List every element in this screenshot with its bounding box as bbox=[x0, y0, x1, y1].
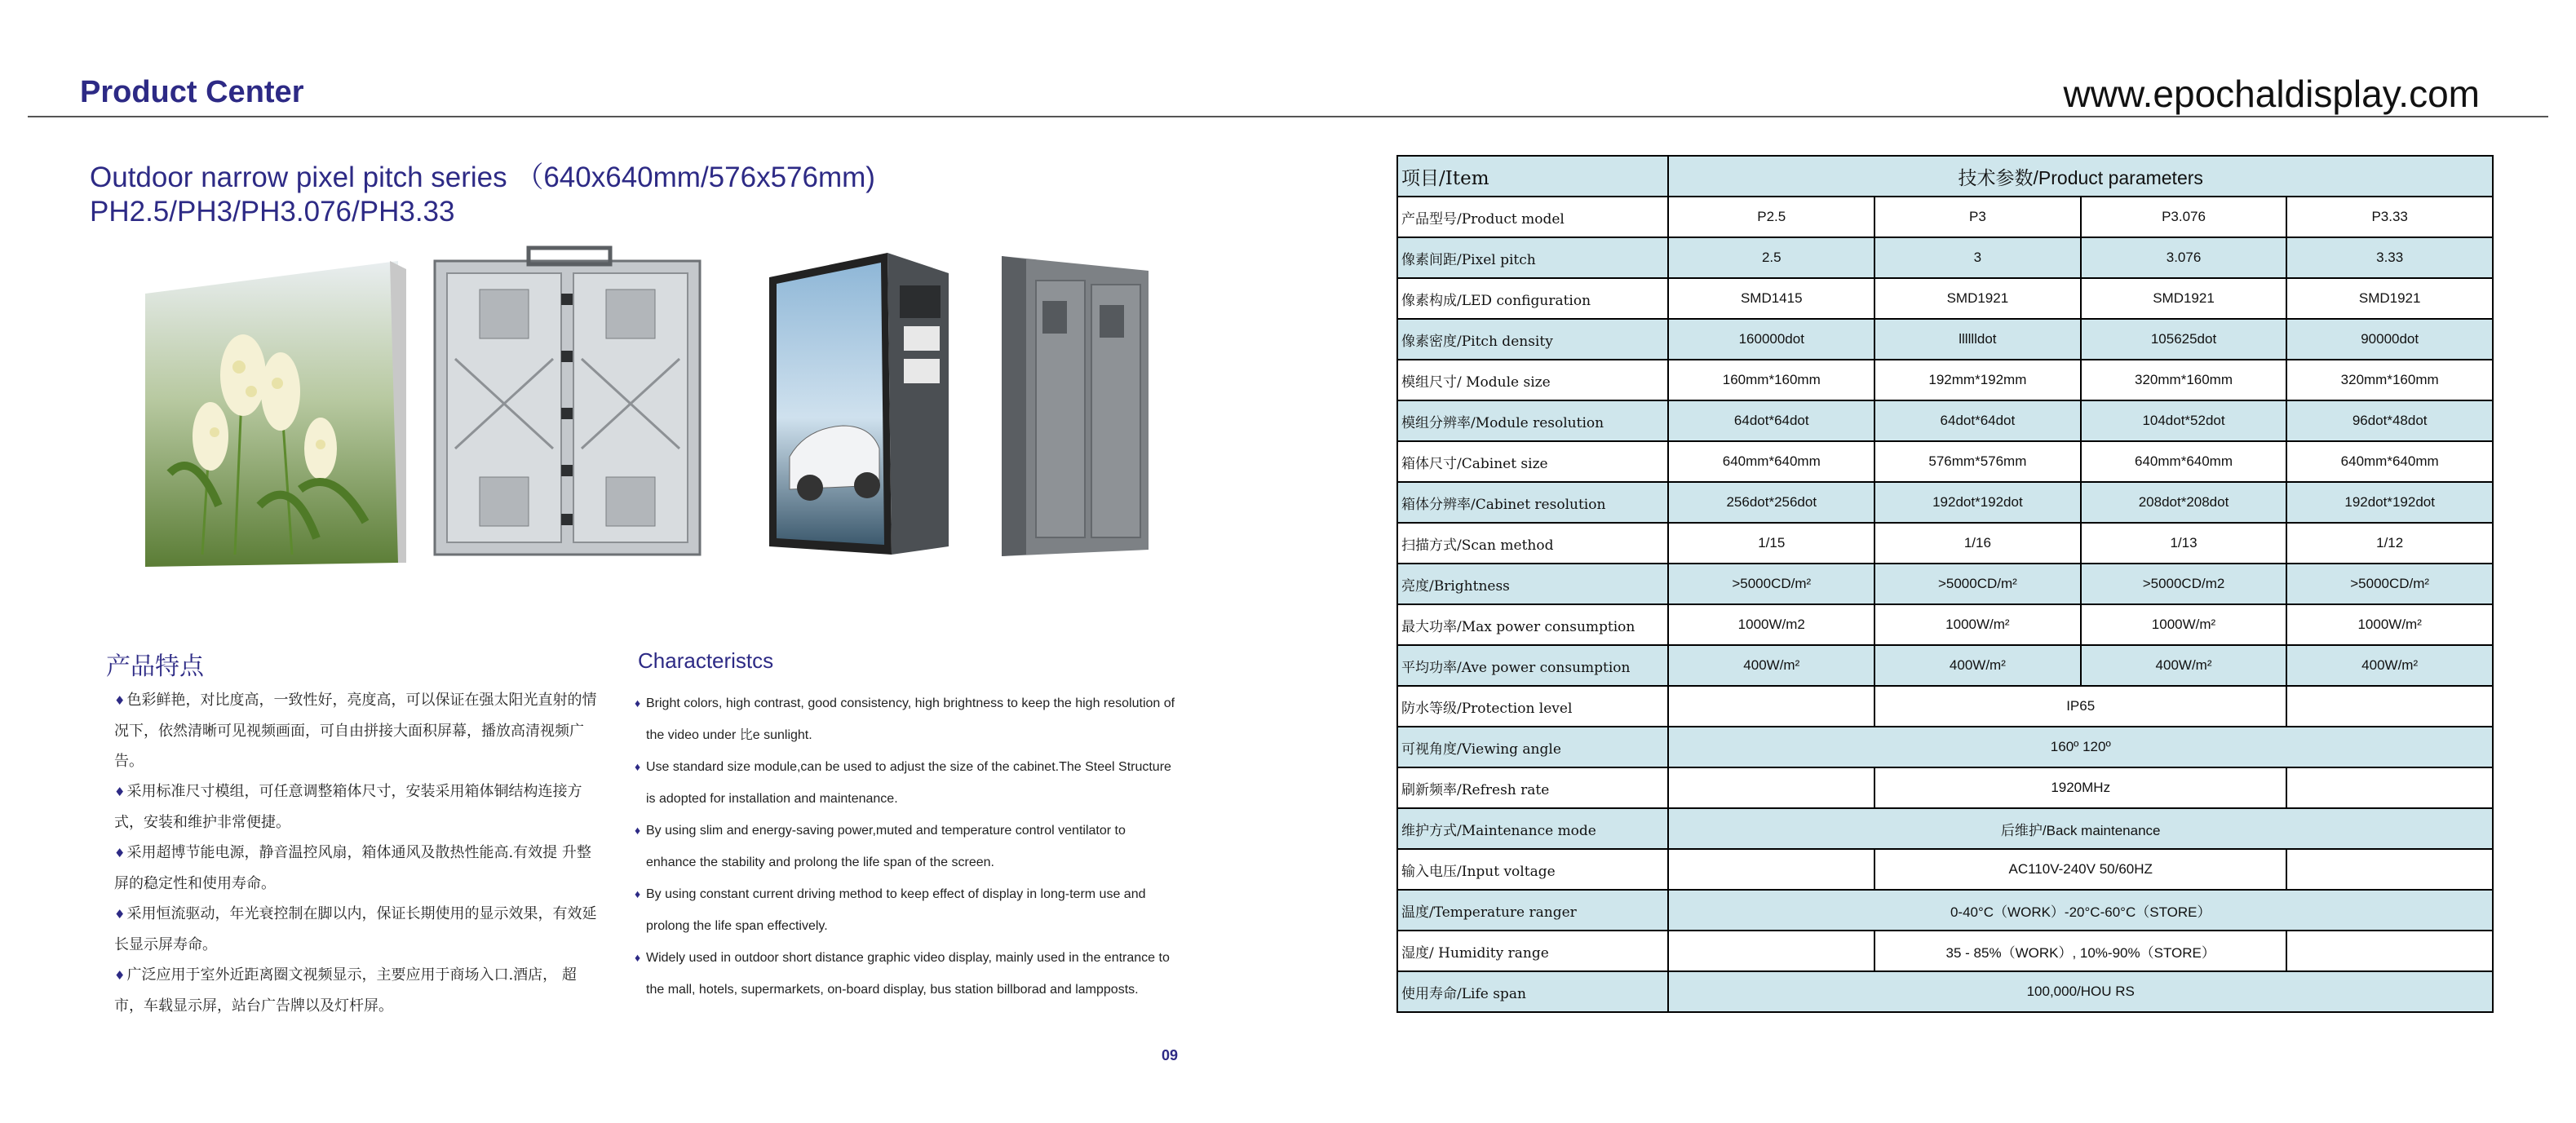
feature-cn-text: 采用超博节能电源，静音温控风扇，箱体通风及散热性能高.有效提 升整屏的稳定性和使用寿命。 bbox=[114, 844, 591, 892]
spec-label: 输入电压/Input voltage bbox=[1397, 849, 1668, 890]
empty-cell bbox=[1668, 849, 1874, 890]
table-row bbox=[1397, 808, 2493, 849]
features-cn-list bbox=[106, 685, 604, 1021]
table-row bbox=[1397, 890, 2493, 931]
feature-cn-text: 广泛应用于室外近距离圈文视频显示，主要应用于商场入口.酒店， 超市，车载显示屏，站台广告牌以及灯杆屏。 bbox=[114, 966, 577, 1015]
diamond-bullet-icon: ♦ bbox=[114, 968, 126, 983]
spec-value: P3.076 bbox=[2081, 197, 2287, 237]
diamond-bullet-icon: ♦ bbox=[114, 785, 126, 799]
list-item bbox=[635, 815, 1176, 878]
spec-value: 576mm*576mm bbox=[1874, 441, 2081, 482]
spec-label: 箱体尺寸/Cabinet size bbox=[1397, 441, 1668, 482]
spec-value: >5000CD/m² bbox=[1874, 564, 2081, 604]
spec-value: 1000W/m2 bbox=[1668, 604, 1874, 645]
list-item bbox=[106, 960, 604, 1021]
spec-value: 256dot*256dot bbox=[1668, 482, 1874, 523]
spec-value: 96dot*48dot bbox=[2286, 400, 2493, 441]
table-row bbox=[1397, 278, 2493, 319]
table-row bbox=[1397, 237, 2493, 278]
diamond-bullet-icon: ♦ bbox=[114, 846, 126, 860]
spec-label: 模组尺寸/ Module size bbox=[1397, 360, 1668, 400]
list-item bbox=[635, 942, 1176, 1006]
features-en-list bbox=[635, 688, 1176, 1006]
product-photos bbox=[137, 245, 1157, 571]
spec-value: >5000CD/m2 bbox=[2081, 564, 2287, 604]
spec-label: 可视角度/Viewing angle bbox=[1397, 727, 1668, 767]
spec-value: 320mm*160mm bbox=[2286, 360, 2493, 400]
spec-value: 1/13 bbox=[2081, 523, 2287, 564]
series-title: Outdoor narrow pixel pitch series （640x640mm/576x576mm) bbox=[90, 161, 875, 193]
spec-label: 温度/Temperature ranger bbox=[1397, 890, 1668, 931]
website-url[interactable]: www.epochaldisplay.com bbox=[2063, 73, 2480, 115]
header-params: 技术参数/Product parameters bbox=[1668, 156, 2493, 197]
page-title: Product Center bbox=[80, 75, 304, 109]
list-item bbox=[106, 838, 604, 899]
spec-value: SMD1415 bbox=[1668, 278, 1874, 319]
spec-value: P2.5 bbox=[1668, 197, 1874, 237]
spec-value: 192mm*192mm bbox=[1874, 360, 2081, 400]
table-row bbox=[1397, 686, 2493, 727]
table-row bbox=[1397, 523, 2493, 564]
header-divider bbox=[28, 116, 2548, 117]
spec-value: 400W/m² bbox=[2081, 645, 2287, 686]
diamond-bullet-icon: ♦ bbox=[635, 760, 641, 773]
spec-label: 使用寿命/Life span bbox=[1397, 971, 1668, 1012]
diamond-bullet-icon: ♦ bbox=[114, 907, 126, 922]
feature-cn-text: 色彩鲜艳，对比度高，一致性好，亮度高，可以保证在强太阳光直射的情况下，依然清晰可见视频画面，可自由拼接大面积屏幕，播放高清视频广告。 bbox=[114, 692, 597, 770]
diamond-bullet-icon: ♦ bbox=[635, 824, 641, 837]
spec-value: 1/16 bbox=[1874, 523, 2081, 564]
feature-en-text: By using slim and energy-saving power,muted and temperature control ventilator to enhance the stability and prolong the life span of the screen. bbox=[646, 824, 1126, 869]
empty-cell bbox=[2286, 686, 2493, 727]
feature-cn-text: 采用恒流驱动，年光衰控制在脚以内，保证长期使用的显示效果，有效延长显示屏寿命。 bbox=[114, 905, 597, 953]
spec-value: 1/12 bbox=[2286, 523, 2493, 564]
spec-value: 64dot*64dot bbox=[1874, 400, 2081, 441]
spec-label: 维护方式/Maintenance mode bbox=[1397, 808, 1668, 849]
table-row bbox=[1397, 931, 2493, 971]
spec-value: 0-40°C（WORK）-20°C-60°C（STORE） bbox=[1668, 890, 2493, 931]
page-number: 09 bbox=[1162, 1047, 1179, 1063]
table-row bbox=[1397, 197, 2493, 237]
spec-value: 640mm*640mm bbox=[2081, 441, 2287, 482]
empty-cell bbox=[1668, 931, 1874, 971]
spec-label: 湿度/ Humidity range bbox=[1397, 931, 1668, 971]
spec-value: AC110V-240V 50/60HZ bbox=[1874, 849, 2286, 890]
empty-cell bbox=[2286, 849, 2493, 890]
spec-value: 1/15 bbox=[1668, 523, 1874, 564]
spec-value: 2.5 bbox=[1668, 237, 1874, 278]
spec-value: 64dot*64dot bbox=[1668, 400, 1874, 441]
spec-value: lllllldot bbox=[1874, 319, 2081, 360]
list-item bbox=[106, 776, 604, 838]
list-item bbox=[635, 751, 1176, 815]
features-en-heading: Characteristcs bbox=[638, 648, 774, 673]
spec-value: 640mm*640mm bbox=[2286, 441, 2493, 482]
spec-value: 3.33 bbox=[2286, 237, 2493, 278]
spec-value: 1000W/m² bbox=[1874, 604, 2081, 645]
table-row bbox=[1397, 482, 2493, 523]
spec-value: 35 - 85%（WORK）, 10%-90%（STORE） bbox=[1874, 931, 2286, 971]
spec-value: 100,000/HOU RS bbox=[1668, 971, 2493, 1012]
table-row bbox=[1397, 360, 2493, 400]
spec-value: 400W/m² bbox=[2286, 645, 2493, 686]
spec-value: 400W/m² bbox=[1668, 645, 1874, 686]
table-row bbox=[1397, 849, 2493, 890]
table-row bbox=[1397, 604, 2493, 645]
spec-value: 3.076 bbox=[2081, 237, 2287, 278]
spec-value: 160mm*160mm bbox=[1668, 360, 1874, 400]
spec-label: 扫描方式/Scan method bbox=[1397, 523, 1668, 564]
spec-label: 防水等级/Protection level bbox=[1397, 686, 1668, 727]
spec-label: 亮度/Brightness bbox=[1397, 564, 1668, 604]
spec-label: 箱体分辨率/Cabinet resolution bbox=[1397, 482, 1668, 523]
spec-label: 像素间距/Pixel pitch bbox=[1397, 237, 1668, 278]
spec-value: 160º 120º bbox=[1668, 727, 2493, 767]
spec-label: 最大功率/Max power consumption bbox=[1397, 604, 1668, 645]
table-header-row bbox=[1397, 156, 2493, 197]
table-row bbox=[1397, 441, 2493, 482]
list-item bbox=[106, 899, 604, 960]
features-cn-heading: 产品特点 bbox=[106, 652, 204, 681]
spec-label: 模组分辨率/Module resolution bbox=[1397, 400, 1668, 441]
empty-cell bbox=[2286, 767, 2493, 808]
spec-label: 产品型号/Product model bbox=[1397, 197, 1668, 237]
spec-label: 像素构成/LED configuration bbox=[1397, 278, 1668, 319]
list-item bbox=[635, 688, 1176, 751]
table-row bbox=[1397, 767, 2493, 808]
specs-table bbox=[1396, 155, 2494, 1013]
spec-value: >5000CD/m² bbox=[2286, 564, 2493, 604]
table-row bbox=[1397, 400, 2493, 441]
list-item bbox=[106, 685, 604, 776]
spec-label: 刷新频率/Refresh rate bbox=[1397, 767, 1668, 808]
cabinet-rear-photo bbox=[994, 256, 1153, 558]
empty-cell bbox=[2286, 931, 2493, 971]
spec-value: 160000dot bbox=[1668, 319, 1874, 360]
feature-en-text: Use standard size module,can be used to adjust the size of the cabinet.The Steel Structure is adopted for installation and maintenance. bbox=[646, 760, 1171, 806]
spec-value: IP65 bbox=[1874, 686, 2286, 727]
table-row bbox=[1397, 645, 2493, 686]
spec-label: 像素密度/Pitch density bbox=[1397, 319, 1668, 360]
cabinet-screen-photo bbox=[765, 253, 953, 559]
spec-value: 320mm*160mm bbox=[2081, 360, 2287, 400]
table-row bbox=[1397, 564, 2493, 604]
spec-value: 90000dot bbox=[2286, 319, 2493, 360]
spec-value: 1000W/m² bbox=[2286, 604, 2493, 645]
diamond-bullet-icon: ♦ bbox=[635, 951, 641, 964]
diamond-bullet-icon: ♦ bbox=[114, 693, 126, 708]
table-row bbox=[1397, 971, 2493, 1012]
feature-en-text: By using constant current driving method to keep effect of display in long-term use and prolong the life span effectively. bbox=[646, 887, 1146, 933]
feature-en-text: Widely used in outdoor short distance graphic video display, mainly used in the entrance to the mall, hotels, supermarkets, on-board display, bus station billborad and lampposts. bbox=[646, 951, 1170, 997]
spec-value: SMD1921 bbox=[1874, 278, 2081, 319]
diamond-bullet-icon: ♦ bbox=[635, 887, 641, 900]
empty-cell bbox=[1668, 767, 1874, 808]
spec-value: P3 bbox=[1874, 197, 2081, 237]
spec-value: 1000W/m² bbox=[2081, 604, 2287, 645]
empty-cell bbox=[1668, 686, 1874, 727]
spec-value: 208dot*208dot bbox=[2081, 482, 2287, 523]
spec-value: 后维护/Back maintenance bbox=[1668, 808, 2493, 849]
spec-value: SMD1921 bbox=[2081, 278, 2287, 319]
spec-label: 平均功率/Ave power consumption bbox=[1397, 645, 1668, 686]
spec-value: 105625dot bbox=[2081, 319, 2287, 360]
list-item bbox=[635, 878, 1176, 942]
diamond-bullet-icon: ♦ bbox=[635, 696, 641, 710]
feature-cn-text: 采用标准尺寸模组，可任意调整箱体尺寸，安装采用箱体铜结构连接方式，安装和维护非常便捷。 bbox=[114, 783, 582, 831]
flower-display-photo bbox=[137, 261, 406, 567]
table-row bbox=[1397, 319, 2493, 360]
spec-value: 1920MHz bbox=[1874, 767, 2286, 808]
spec-value: P3.33 bbox=[2286, 197, 2493, 237]
header-item: 项目/Item bbox=[1397, 156, 1668, 197]
spec-value: 400W/m² bbox=[1874, 645, 2081, 686]
table-row bbox=[1397, 727, 2493, 767]
spec-value: 104dot*52dot bbox=[2081, 400, 2287, 441]
feature-en-text: Bright colors, high contrast, good consistency, high brightness to keep the high resolution of the video under 比e sunlight. bbox=[646, 696, 1175, 742]
spec-value: 192dot*192dot bbox=[1874, 482, 2081, 523]
spec-value: >5000CD/m² bbox=[1668, 564, 1874, 604]
spec-value: 192dot*192dot bbox=[2286, 482, 2493, 523]
spec-value: 3 bbox=[1874, 237, 2081, 278]
spec-value: 640mm*640mm bbox=[1668, 441, 1874, 482]
cabinet-back-photo bbox=[431, 245, 704, 563]
series-models: PH2.5/PH3/PH3.076/PH3.33 bbox=[90, 196, 455, 228]
spec-value: SMD1921 bbox=[2286, 278, 2493, 319]
